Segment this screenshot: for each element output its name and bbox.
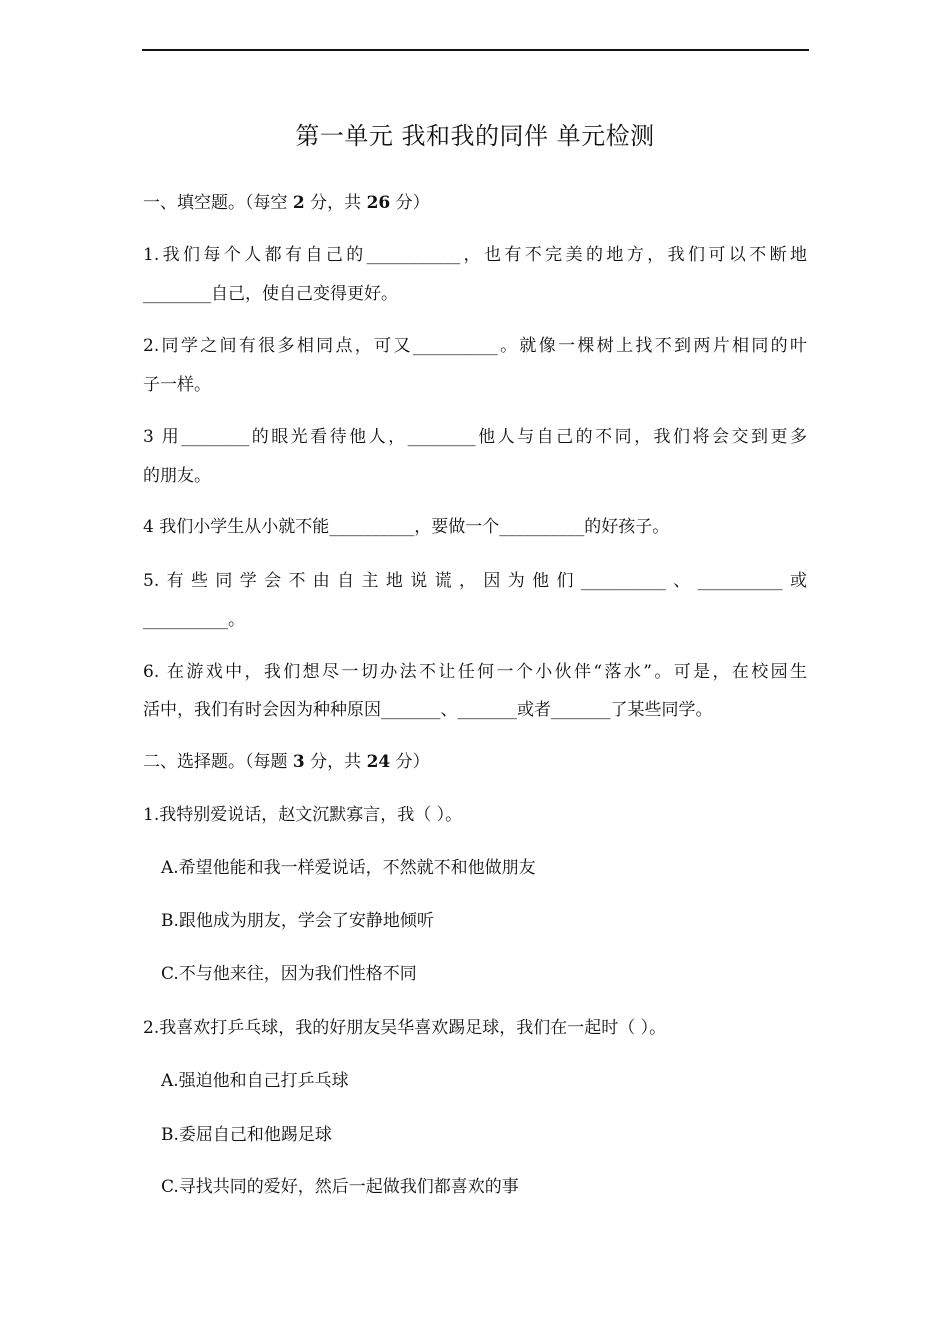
choice-q1-option-c: C.不与他来往，因为我们性格不同 [161, 964, 417, 984]
fill-q2-line2: 子一样。 [143, 375, 211, 395]
header-rule [142, 49, 809, 51]
choice-q2-option-c: C.寻找共同的爱好，然后一起做我们都喜欢的事 [161, 1177, 519, 1197]
fill-q3-line2: 的朋友。 [143, 466, 211, 486]
choice-q2-option-b: B.委屈自己和他踢足球 [161, 1125, 332, 1145]
choice-q2-option-a: A.强迫他和自己打乒乓球 [161, 1071, 349, 1091]
section2-heading: 二、选择题。（每题 3 分，共 24 分） [143, 752, 430, 772]
fill-q3-line1: 3 用________的眼光看待他人，________他人与自己的不同，我们将会交到更多 [143, 427, 807, 447]
choice-q2: 2.我喜欢打乒乓球，我的好朋友吴华喜欢踢足球，我们在一起时（ ）。 [143, 1018, 667, 1038]
fill-q1-line1: 1.我们每个人都有自己的___________，也有不完美的地方，我们可以不断地 [143, 245, 807, 265]
fill-q5-line2: __________。 [143, 610, 245, 630]
fill-q5-line1: 5.有些同学会不由自主地说谎，因为他们__________、__________或 [143, 571, 807, 591]
page-title: 第一单元 我和我的同伴 单元检测 [295, 122, 655, 150]
choice-q1-option-a: A.希望他能和我一样爱说话，不然就不和他做朋友 [161, 858, 536, 878]
fill-q2-line1: 2.同学之间有很多相同点，可又__________。就像一棵树上找不到两片相同的叶 [143, 336, 807, 356]
fill-q4-line1: 4 我们小学生从小就不能__________，要做一个__________的好孩子。 [143, 517, 670, 537]
choice-q1: 1.我特别爱说话，赵文沉默寡言，我（ ）。 [143, 805, 463, 825]
choice-q1-option-b: B.跟他成为朋友，学会了安静地倾听 [161, 911, 434, 931]
section1-heading: 一、填空题。（每空 2 分，共 26 分） [143, 193, 430, 213]
fill-q6-line2: 活中，我们有时会因为种种原因_______、_______或者_______了某些同学。 [143, 700, 713, 720]
fill-q1-line2: ________自己，使自己变得更好。 [143, 284, 398, 304]
fill-q6-line1: 6. 在游戏中，我们想尽一切办法不让任何一个小伙伴“落水”。可是，在校园生 [143, 662, 807, 682]
